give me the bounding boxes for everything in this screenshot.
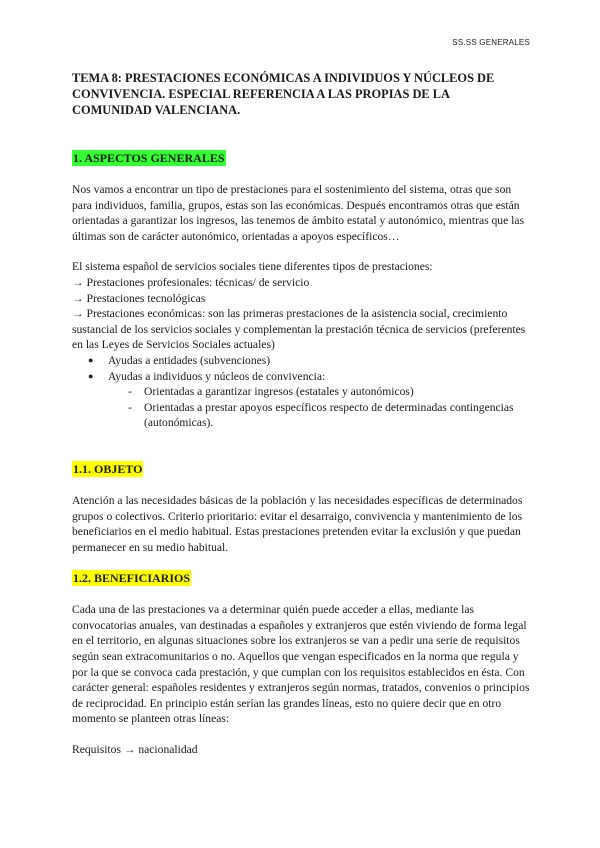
bullet-list <box>72 353 530 384</box>
document-body <box>72 70 530 758</box>
paragraph: El sistema español de servicios sociales tiene diferentes tipos de prestaciones: <box>72 260 433 274</box>
paragraph: Requisitos → nacionalidad <box>72 743 198 757</box>
dash-list <box>72 384 530 431</box>
section-heading-beneficiarios <box>72 570 530 586</box>
arrow-item: → Prestaciones profesionales: técnicas/ de servicio <box>72 275 310 289</box>
section-heading-text: 1.1. OBJETO <box>73 461 143 476</box>
section-heading-objeto <box>72 461 530 477</box>
paragraph: Nos vamos a encontrar un tipo de prestaciones para el sostenimiento del sistema, otras que son para individuos, familia, grupos, estas son las económicas. Después encontramos otras que están orientadas a garantizar los ingresos, las tenemos de ámbito estatal y autonómico, mientras que las últimas son de carácter autonómico, orientadas a apoyos específicos… <box>72 183 525 243</box>
bullet-item: ● Ayudas a entidades (subvenciones) <box>72 353 530 369</box>
section-heading-text: 1.2. BENEFICIARIOS <box>73 571 191 586</box>
arrow-item: → Prestaciones tecnológicas <box>72 291 206 305</box>
page-header: SS.SS GENERALES <box>452 38 530 47</box>
bullet-item: ● Ayudas a individuos y núcleos de convivencia: <box>72 369 530 385</box>
dash-item: - Orientadas a prestar apoyos específicos respecto de determinadas contingencias (autonómicas). <box>72 400 530 431</box>
paragraph: Atención a las necesidades básicas de la población y las necesidades específicas de determinados grupos o colectivos. Criterio prioritario: evitar el desarraigo, convivencia y mantenimiento de los beneficiarios en el medio habitual. Estas prestaciones pretenden evitar la exclusión y que puedan permanecer en su medio habitual. <box>72 493 523 554</box>
arrow-item: → Prestaciones económicas: son las primeras prestaciones de la asistencia social, crecimiento sustancial de los servicios sociales y complementan la prestación técnica de servicios (preferentes en las Leyes de Servicios Sociales actuales) <box>72 307 526 352</box>
paragraph: Cada una de las prestaciones va a determinar quién puede acceder a ellas, mediante las convocatorias anuales, van destinadas a españoles y extranjeros que estén viviendo de forma legal en el territorio, en algunas situaciones sobre los extranjeros se van a pedir una serie de requisitos según sean extracomunitarios o no. Aquellos que vengan especificados en la norma que regula y por la que se convoca cada prestación, y que cumplan con los requisitos establecidos en ésta. Con carácter general: españoles residentes y extranjeros según normas, tratados, convenios o principios de reciprocidad. En principio están serían las grandes líneas, esto no quiere decir que en otro momento se planteen otras líneas: <box>72 603 530 726</box>
section-heading-aspectos <box>72 150 530 166</box>
section-heading-text: 1. ASPECTOS GENERALES <box>73 151 225 165</box>
document-title: TEMA 8: PRESTACIONES ECONÓMICAS A INDIVIDUOS Y NÚCLEOS DE CONVIVENCIA. ESPECIAL REFERENCIA A LAS PROPIAS DE LA COMUNIDAD VALENCIANA. <box>72 71 495 117</box>
dash-item: - Orientadas a garantizar ingresos (estatales y autonómicos) <box>72 384 530 400</box>
